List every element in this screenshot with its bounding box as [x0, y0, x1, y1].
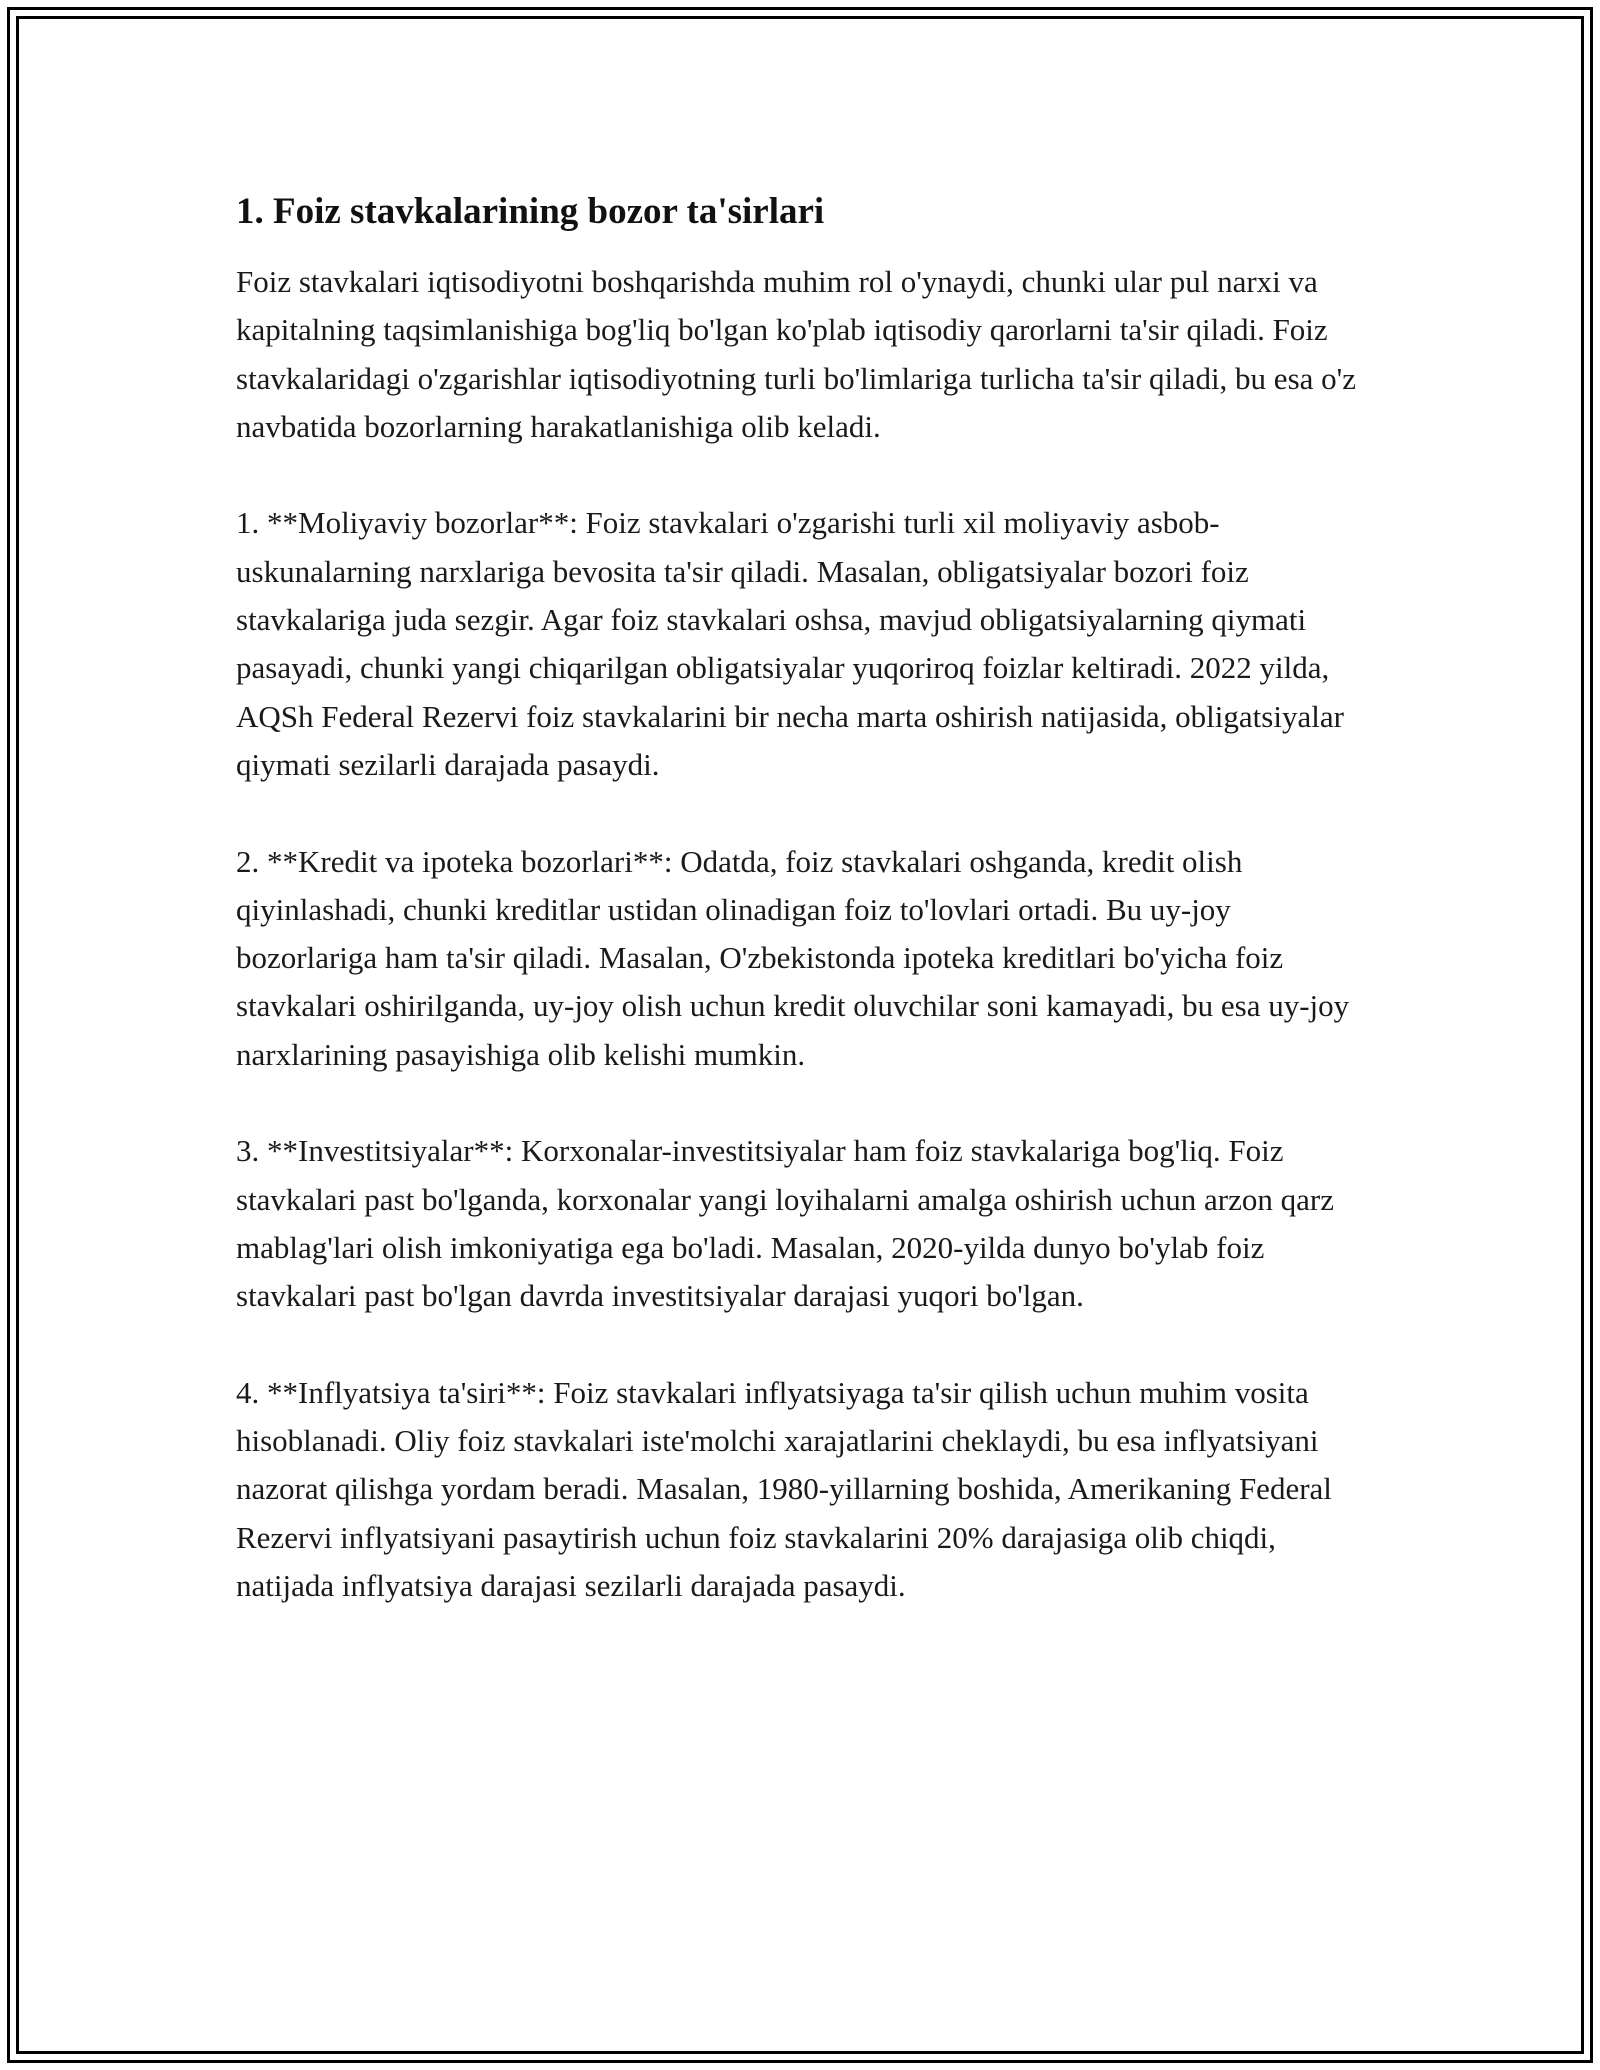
paragraph-inflation-impact: 4. **Inflyatsiya ta'siri**: Foiz stavkalari inflyatsiyaga ta'sir qilish uchun muhim vosita hisoblanadi. Oliy foiz stavkalari iste'molchi xarajatlarini cheklaydi, bu esa inflyatsiyani nazorat qilishga yordam beradi. Masalan, 1980-yillarning boshida, Amerikaning Federal Rezervi inflyatsiyani pasaytirish uchun foiz stavkalarini 20% darajasiga olib chiqdi, natijada inflyatsiya darajasi sezilarli darajada pasaydi. [236, 1374, 1332, 1604]
document-body [236, 188, 1376, 1610]
paragraph-credit-mortgage-markets: 2. **Kredit va ipoteka bozorlari**: Odatda, foiz stavkalari oshganda, kredit olish qiyinlashadi, chunki kreditlar ustidan olinadigan foiz to'lovlari ortadi. Bu uy-joy bozorlariga ham ta'sir qiladi. Masalan, O'zbekistonda ipoteka kreditlari bo'yicha foiz stavkalari oshirilganda, uy-joy olish uchun kredit oluvchilar soni kamayadi, bu esa uy-joy narxlarining pasayishiga olib kelishi mumkin. [236, 843, 1350, 1072]
intro-paragraph: Foiz stavkalari iqtisodiyotni boshqarishda muhim rol o'ynaydi, chunki ular pul narxi va kapitalning taqsimlanishiga bog'liq bo'lgan ko'plab iqtisodiy qarorlarni ta'sir qiladi. Foiz stavkalaridagi o'zgarishlar iqtisodiyotning turli bo'limlariga turlicha ta'sir qiladi, bu esa o'z navbatida bozorlarning harakatlanishiga olib keladi. [236, 264, 1356, 444]
paragraph-investments: 3. **Investitsiyalar**: Korxonalar-investitsiyalar ham foiz stavkalariga bog'liq. Foiz stavkalari past bo'lganda, korxonalar yangi loyihalarni amalga oshirish uchun arzon qarz mablag'lari olish imkoniyatiga ega bo'ladi. Masalan, 2020-yilda dunyo bo'ylab foiz stavkalari past bo'lgan davrda investitsiyalar darajasi yuqori bo'lgan. [236, 1133, 1334, 1314]
document-title: 1. Foiz stavkalarining bozor ta'sirlari [236, 191, 825, 232]
paragraph-financial-markets: 1. **Moliyaviy bozorlar**: Foiz stavkalari o'zgarishi turli xil moliyaviy asbob-uskunalarning narxlariga bevosita ta'sir qiladi. Masalan, obligatsiyalar bozori foiz stavkalariga juda sezgir. Agar foiz stavkalari oshsa, mavjud obligatsiyalarning qiymati pasayadi, chunki yangi chiqarilgan obligatsiyalar yuqoriroq foizlar keltiradi. 2022 yilda, AQSh Federal Rezervi foiz stavkalarini bir necha marta oshirish natijasida, obligatsiyalar qiymati sezilarli darajada pasaydi. [236, 505, 1344, 782]
